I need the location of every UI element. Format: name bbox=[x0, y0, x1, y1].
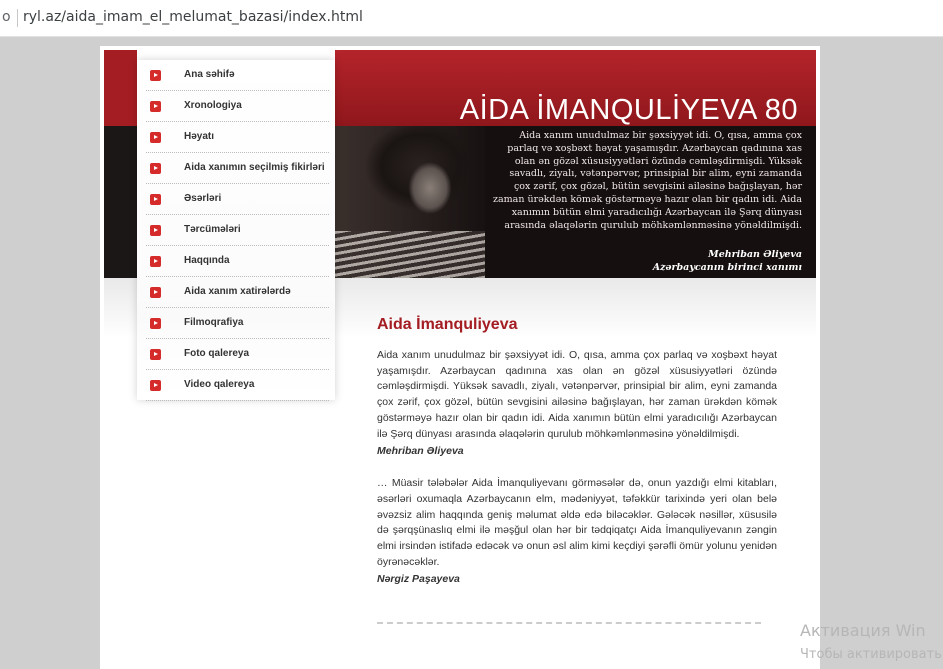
nav-item-label: Foto qalereya bbox=[184, 348, 250, 359]
play-bullet-icon bbox=[150, 318, 161, 329]
nav-item-label: Tərcümələri bbox=[184, 224, 241, 235]
play-bullet-icon bbox=[150, 380, 161, 391]
portrait-striped-blouse bbox=[335, 231, 485, 278]
content-author: Nərgiz Paşayeva bbox=[377, 573, 460, 586]
nav-item-label: Filmoqrafiya bbox=[184, 317, 244, 328]
windows-activation-watermark: Активация Win bbox=[800, 621, 926, 640]
nav-item-label: Aida xanımın seçilmiş fikirləri bbox=[184, 162, 325, 173]
quote-author-name: Mehriban Əliyeva bbox=[708, 249, 802, 260]
content-paragraph: Aida xanım unudulmaz bir şəxsiyyət idi. O, qısa, amma çox parlaq və xoşbəxt həyat yaşamışdır. Azərbaycan qadınına xas olan ən gözəl xüsusiyyətləri özündə cəmləşdirmişdi. Yüksək savadlı, ziyalı, vətənpərvər, prinsipial bir alim, eyni zamanda çox zərif, çox gözəl, bütün sevgisini ailəsinə bağışlayan, hər zaman ürəkdən kömək göstərməyə hazır olan bir qadın idi. Aida xanımın bütün elmi yaradıcılığı Azərbaycan ilə Şərq dünyası arasında əlaqələrin qurulub möhkəmlənməsinə yönəldilmişdi. bbox=[377, 349, 777, 440]
nav-item-life[interactable] bbox=[146, 122, 329, 153]
header-quote: Aida xanım unudulmaz bir şəxsiyyət idi. O, qısa, amma çox parlaq və xoşbəxt həyat yaşamışdır. Azərbaycan qadınına xas olan ən gözəl xüsusiyyətləri özündə cəmləşdirmişdi. Yüksək savadlı, ziyalı, vətənpərvər, prinsipial bir alim, eyni zamanda çox zərif, çox gözəl, bütün sevgisini ailəsinə bağışlayan, hər zaman ürəkdən kömək göstərməyə hazır olan bir qadın idi. Aida xanımın bütün elmi yaradıcılığı Azərbaycan ilə Şərq dünyası arasında əlaqələrin qurulub möhkəmlənməsinə yönəldilmişdi. bbox=[492, 130, 802, 231]
nav-item-works[interactable] bbox=[146, 184, 329, 215]
sidebar-nav bbox=[137, 60, 335, 400]
nav-item-home[interactable] bbox=[146, 60, 329, 91]
windows-activation-subtext: Чтобы активировать bbox=[800, 647, 942, 662]
play-bullet-icon bbox=[150, 349, 161, 360]
header-quote-author bbox=[653, 248, 802, 274]
content-divider bbox=[377, 622, 761, 624]
nav-item-translations[interactable] bbox=[146, 215, 329, 246]
nav-item-video-gallery[interactable] bbox=[146, 370, 329, 401]
page-container bbox=[100, 46, 820, 669]
nav-item-about[interactable] bbox=[146, 246, 329, 277]
header-left-dark-block bbox=[104, 126, 137, 278]
url-prefix: o bbox=[2, 9, 11, 25]
nav-item-label: Video qalereya bbox=[184, 379, 255, 390]
content-paragraph: … Müasir tələbələr Aida İmanquliyevanı görməsələr də, onun yazdığı elmi kitabları, əsərləri oxumaqla Azərbaycanın elm, mədəniyyət, təfəkkür tarixində yeri olan belə əvəzsiz alim haqqında geniş məlumat əldə edə biləcəklər. Gələcək nəsillər, xüsusilə də şərqşünaslıq elmi ilə məşğul olan hər bir tədqiqatçı Aida İmanquliyevanın zəngin elmi irsindən istifadə edəcək və onun əsl alim kimi keçdiyi şərəfli ömür yolunu yenidən öyrənəcəklər. bbox=[377, 477, 777, 568]
play-bullet-icon bbox=[150, 70, 161, 81]
url-separator bbox=[17, 9, 18, 27]
content-title: Aida İmanquliyeva bbox=[377, 316, 518, 333]
site-title: AİDA İMANQULİYEVA 80 bbox=[459, 94, 798, 126]
nav-item-label: Haqqında bbox=[184, 255, 230, 266]
play-bullet-icon bbox=[150, 225, 161, 236]
header-quote-panel bbox=[335, 126, 816, 278]
content-author: Mehriban Əliyeva bbox=[377, 445, 464, 458]
main-content bbox=[377, 316, 777, 586]
nav-item-label: Əsərləri bbox=[184, 193, 222, 204]
quote-author-role: Azərbaycanın birinci xanımı bbox=[652, 262, 802, 273]
nav-item-selected-thoughts[interactable] bbox=[146, 153, 329, 184]
paragraph-gap bbox=[377, 458, 777, 476]
play-bullet-icon bbox=[150, 287, 161, 298]
header-banner bbox=[335, 50, 816, 126]
nav-item-label: Ana səhifə bbox=[184, 69, 235, 80]
play-bullet-icon bbox=[150, 101, 161, 112]
nav-item-filmography[interactable] bbox=[146, 308, 329, 339]
nav-item-label: Həyatı bbox=[184, 131, 215, 142]
browser-address-bar[interactable] bbox=[0, 0, 943, 37]
play-bullet-icon bbox=[150, 163, 161, 174]
url-text[interactable]: ryl.az/aida_imam_el_melumat_bazasi/index.html bbox=[23, 9, 363, 25]
header-left-red-block bbox=[104, 50, 137, 126]
play-bullet-icon bbox=[150, 132, 161, 143]
nav-item-label: Xronologiya bbox=[184, 100, 242, 111]
play-bullet-icon bbox=[150, 256, 161, 267]
portrait-photo bbox=[335, 126, 485, 278]
play-bullet-icon bbox=[150, 194, 161, 205]
nav-item-photo-gallery[interactable] bbox=[146, 339, 329, 370]
nav-item-label: Aida xanım xatirələrdə bbox=[184, 286, 291, 297]
nav-item-chronology[interactable] bbox=[146, 91, 329, 122]
nav-item-memories[interactable] bbox=[146, 277, 329, 308]
